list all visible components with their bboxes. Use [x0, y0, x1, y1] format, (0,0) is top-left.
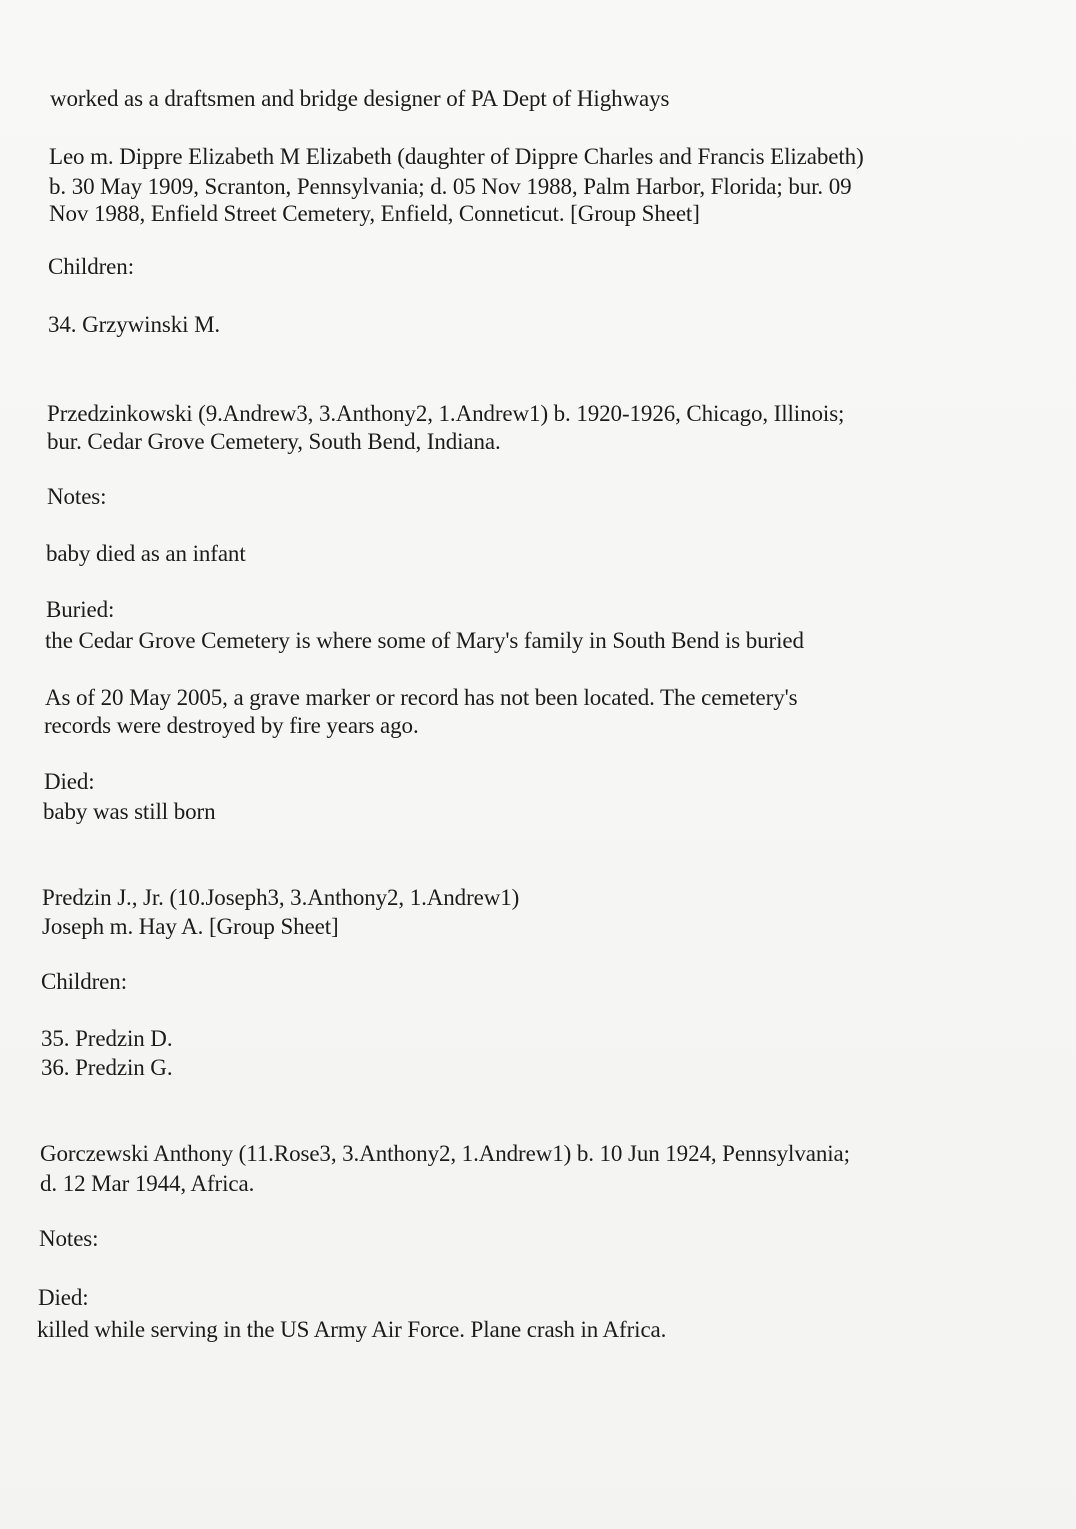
text-line: Predzin J., Jr. (10.Joseph3, 3.Anthony2, 1.Andrew1)	[42, 885, 520, 910]
text-line: 36. Predzin G.	[41, 1055, 173, 1080]
text-line: Joseph m. Hay A. [Group Sheet]	[42, 914, 339, 939]
text-line: d. 12 Mar 1944, Africa.	[40, 1171, 255, 1196]
text-line: 35. Predzin D.	[41, 1026, 173, 1051]
text-line: baby was still born	[43, 799, 216, 824]
text-line: bur. Cedar Grove Cemetery, South Bend, Indiana.	[47, 429, 501, 454]
text-line: Przedzinkowski (9.Andrew3, 3.Anthony2, 1.Andrew1) b. 1920-1926, Chicago, Illinois;	[47, 401, 845, 426]
text-line: Died:	[44, 769, 95, 794]
text-line: Children:	[48, 254, 134, 279]
text-line: b. 30 May 1909, Scranton, Pennsylvania; d. 05 Nov 1988, Palm Harbor, Florida; bur. 09	[49, 174, 852, 199]
text-line: worked as a draftsmen and bridge designer of PA Dept of Highways	[50, 86, 670, 111]
text-line: the Cedar Grove Cemetery is where some of Mary's family in South Bend is buried	[45, 628, 804, 653]
text-line: Children:	[41, 969, 127, 994]
text-line: As of 20 May 2005, a grave marker or record has not been located. The cemetery's	[45, 685, 798, 710]
text-line: Died:	[38, 1285, 89, 1310]
text-line: Notes:	[47, 484, 107, 509]
text-line: Nov 1988, Enfield Street Cemetery, Enfield, Conneticut. [Group Sheet]	[49, 201, 700, 226]
text-line: Buried:	[46, 597, 115, 622]
text-line: Leo m. Dippre Elizabeth M Elizabeth (daughter of Dippre Charles and Francis Elizabeth)	[49, 144, 864, 169]
text-line: baby died as an infant	[46, 541, 246, 566]
text-line: Gorczewski Anthony (11.Rose3, 3.Anthony2, 1.Andrew1) b. 10 Jun 1924, Pennsylvania;	[40, 1141, 850, 1166]
text-line: 34. Grzywinski M.	[48, 312, 221, 337]
text-line: Notes:	[39, 1226, 99, 1251]
text-line: killed while serving in the US Army Air Force. Plane crash in Africa.	[37, 1317, 667, 1342]
text-line: records were destroyed by fire years ago.	[44, 713, 419, 738]
